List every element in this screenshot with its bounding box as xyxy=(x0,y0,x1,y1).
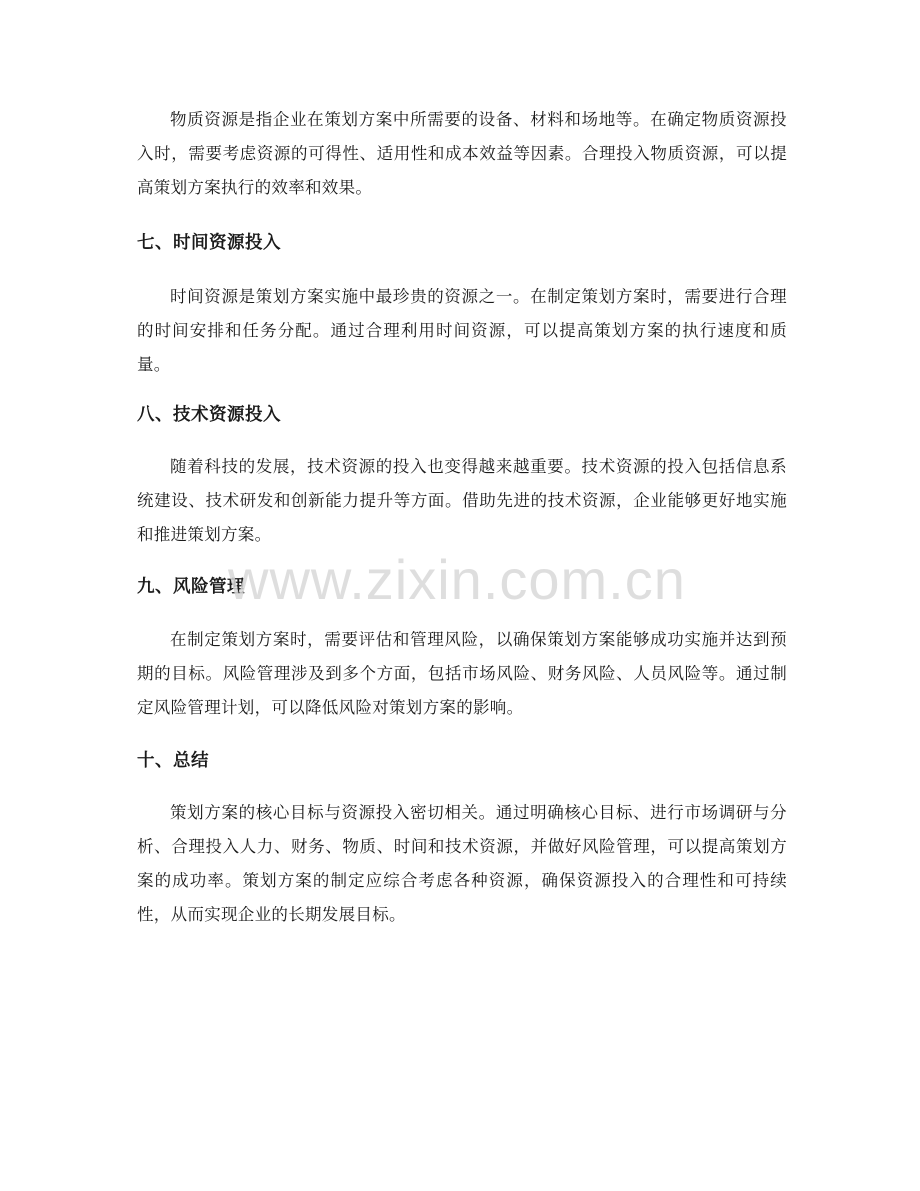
watermark-text: www.zixin.com.cn xyxy=(228,548,686,611)
paragraph-material-resources: 物质资源是指企业在策划方案中所需要的设备、材料和场地等。在确定物质资源投入时，需要考虑资源的可得性、适用性和成本效益等因素。合理投入物质资源，可以提高策划方案执行的效率和效果。 xyxy=(137,110,787,197)
heading-tech-resources: 八、技术资源投入 xyxy=(137,405,281,425)
paragraph-tech-resources: 随着科技的发展，技术资源的投入也变得越来越重要。技术资源的投入包括信息系统建设、技术研发和创新能力提升等方面。借助先进的技术资源，企业能够更好地实施和推进策划方案。 xyxy=(137,457,787,544)
heading-summary: 十、总结 xyxy=(137,751,209,771)
heading-time-resources: 七、时间资源投入 xyxy=(137,233,281,253)
paragraph-risk-management: 在制定策划方案时，需要评估和管理风险，以确保策划方案能够成功实施并达到预期的目标。风险管理涉及到多个方面，包括市场风险、财务风险、人员风险等。通过制定风险管理计划，可以降低风险对策划方案的影响。 xyxy=(137,630,787,717)
heading-risk-management: 九、风险管理 xyxy=(137,577,245,597)
paragraph-time-resources: 时间资源是策划方案实施中最珍贵的资源之一。在制定策划方案时，需要进行合理的时间安排和任务分配。通过合理利用时间资源，可以提高策划方案的执行速度和质量。 xyxy=(137,287,787,374)
paragraph-summary: 策划方案的核心目标与资源投入密切相关。通过明确核心目标、进行市场调研与分析、合理投入人力、财务、物质、时间和技术资源，并做好风险管理，可以提高策划方案的成功率。策划方案的制定应综合考虑各种资源，确保资源投入的合理性和可持续性，从而实现企业的长期发展目标。 xyxy=(137,803,787,924)
